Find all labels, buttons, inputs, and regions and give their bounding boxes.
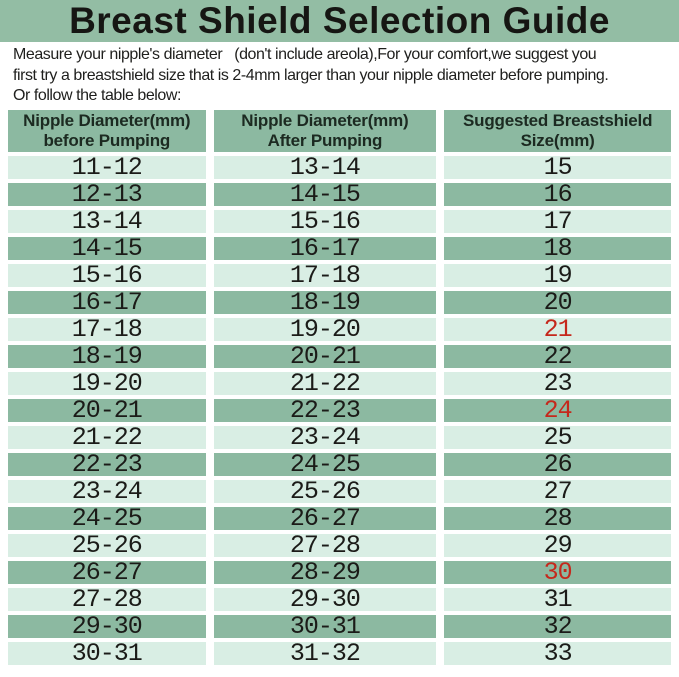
cell-before: 24-25 <box>8 507 206 530</box>
cell-before: 25-26 <box>8 534 206 557</box>
page-title: Breast Shield Selection Guide <box>69 0 610 41</box>
cell-size: 15 <box>444 156 671 179</box>
table-row <box>8 372 671 395</box>
header-after-pumping <box>214 110 437 152</box>
cell-size: 16 <box>444 183 671 206</box>
header-before-line-2: before Pumping <box>43 130 171 150</box>
cell-before: 19-20 <box>8 372 206 395</box>
cell-after: 29-30 <box>214 588 437 611</box>
cell-after: 14-15 <box>214 183 437 206</box>
header-before-line-1: Nipple Diameter(mm) <box>23 110 191 130</box>
cell-after: 21-22 <box>214 372 437 395</box>
cell-before: 29-30 <box>8 615 206 638</box>
table-row <box>8 264 671 287</box>
table-body <box>8 152 671 668</box>
cell-before: 23-24 <box>8 480 206 503</box>
table-row <box>8 615 671 638</box>
cell-size: 21 <box>444 318 671 341</box>
cell-size: 22 <box>444 345 671 368</box>
header-suggested-size <box>444 110 671 152</box>
cell-after: 24-25 <box>214 453 437 476</box>
table-row <box>8 291 671 314</box>
table-row <box>8 156 671 179</box>
cell-after: 28-29 <box>214 561 437 584</box>
cell-size: 26 <box>444 453 671 476</box>
table-row <box>8 642 671 665</box>
cell-before: 11-12 <box>8 156 206 179</box>
table-row <box>8 534 671 557</box>
cell-before: 26-27 <box>8 561 206 584</box>
cell-size: 17 <box>444 210 671 233</box>
header-row <box>8 110 671 152</box>
cell-size: 25 <box>444 426 671 449</box>
cell-before: 13-14 <box>8 210 206 233</box>
intro-line-3: Or follow the table below: <box>13 87 181 104</box>
cell-before: 12-13 <box>8 183 206 206</box>
table-row <box>8 210 671 233</box>
table-row <box>8 318 671 341</box>
cell-size: 24 <box>444 399 671 422</box>
table-row <box>8 399 671 422</box>
cell-before: 17-18 <box>8 318 206 341</box>
cell-size: 31 <box>444 588 671 611</box>
cell-size: 33 <box>444 642 671 665</box>
table-row <box>8 345 671 368</box>
cell-size: 18 <box>444 237 671 260</box>
cell-before: 16-17 <box>8 291 206 314</box>
header-after-line-1: Nipple Diameter(mm) <box>241 110 409 130</box>
table-row <box>8 183 671 206</box>
cell-after: 19-20 <box>214 318 437 341</box>
cell-after: 25-26 <box>214 480 437 503</box>
cell-size: 28 <box>444 507 671 530</box>
size-table <box>0 106 679 669</box>
cell-after: 27-28 <box>214 534 437 557</box>
table-row <box>8 426 671 449</box>
table-row <box>8 453 671 476</box>
cell-before: 15-16 <box>8 264 206 287</box>
header-before-pumping <box>8 110 206 152</box>
cell-after: 31-32 <box>214 642 437 665</box>
cell-after: 20-21 <box>214 345 437 368</box>
cell-before: 21-22 <box>8 426 206 449</box>
cell-size: 19 <box>444 264 671 287</box>
cell-after: 16-17 <box>214 237 437 260</box>
intro-text <box>0 42 679 108</box>
cell-size: 29 <box>444 534 671 557</box>
cell-after: 22-23 <box>214 399 437 422</box>
cell-after: 13-14 <box>214 156 437 179</box>
cell-after: 17-18 <box>214 264 437 287</box>
intro-line-2: first try a breastshield size that is 2-4mm larger than your nipple diameter before pumping. <box>13 66 609 84</box>
cell-before: 20-21 <box>8 399 206 422</box>
cell-before: 14-15 <box>8 237 206 260</box>
cell-size: 20 <box>444 291 671 314</box>
cell-before: 27-28 <box>8 588 206 611</box>
cell-after: 23-24 <box>214 426 437 449</box>
cell-before: 22-23 <box>8 453 206 476</box>
title-bar <box>0 0 679 42</box>
cell-size: 23 <box>444 372 671 395</box>
cell-size: 27 <box>444 480 671 503</box>
header-after-line-2: After Pumping <box>267 130 383 150</box>
cell-size: 32 <box>444 615 671 638</box>
intro-line-1: Measure your nipple's diameter (don't include areola),For your comfort,we suggest you <box>13 46 597 63</box>
header-size-line-2: Size(mm) <box>520 130 595 150</box>
table-row <box>8 507 671 530</box>
table-row <box>8 237 671 260</box>
cell-size: 30 <box>444 561 671 584</box>
cell-after: 15-16 <box>214 210 437 233</box>
table-row <box>8 480 671 503</box>
cell-after: 26-27 <box>214 507 437 530</box>
table-row <box>8 588 671 611</box>
cell-after: 30-31 <box>214 615 437 638</box>
cell-before: 30-31 <box>8 642 206 665</box>
header-size-line-1: Suggested Breastshield <box>463 110 653 130</box>
cell-after: 18-19 <box>214 291 437 314</box>
cell-before: 18-19 <box>8 345 206 368</box>
table-row <box>8 561 671 584</box>
